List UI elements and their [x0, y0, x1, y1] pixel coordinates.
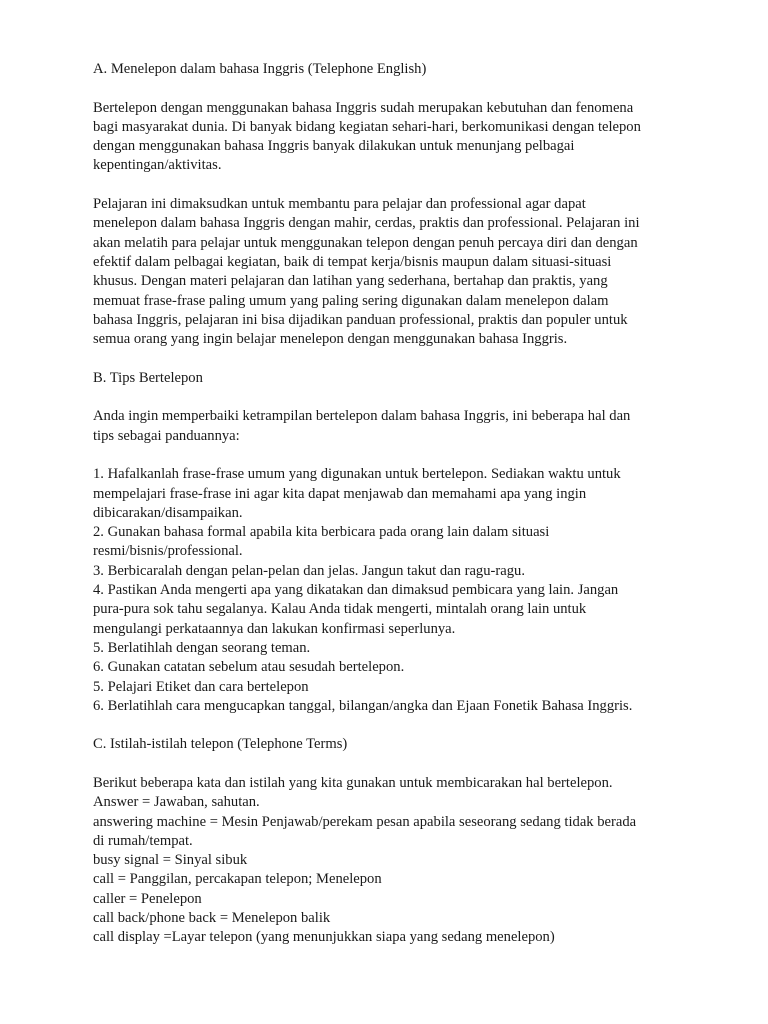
section-b-intro-line: Anda ingin memperbaiki ketrampilan bertelepon dalam bahasa Inggris, ini beberapa hal dan: [93, 408, 631, 425]
document-body: [93, 60, 683, 948]
tip-line: 4. Pastikan Anda mengerti apa yang dikatakan dan dimaksud pembicara yang lain. Jangan: [93, 582, 619, 599]
tip-line: 6. Gunakan catatan sebelum atau sesudah bertelepon.: [93, 659, 405, 676]
tip-line: 5. Berlatihlah dengan seorang teman.: [93, 639, 311, 656]
term-line: Berikut beberapa kata dan istilah yang kita gunakan untuk membicarakan hal bertelepon.: [93, 774, 613, 791]
paragraph-gap: [93, 176, 683, 195]
section-a-paragraph-2-line: memuat frase-frase paling umum yang paling sering digunakan dalam menelepon dalam: [93, 292, 609, 309]
paragraph-gap: [93, 349, 683, 368]
section-a-paragraph-2-line: efektif dalam pelbagai kegiatan, baik di tempat kerja/bisnis maupun dalam situasi-situasi: [93, 253, 612, 270]
section-a-paragraph-1-line: Bertelepon dengan menggunakan bahasa Inggris sudah merupakan kebutuhan dan fenomena: [93, 99, 634, 116]
tip-line: dibicarakan/disampaikan.: [93, 504, 243, 521]
section-b-intro-line: tips sebagai panduannya:: [93, 427, 240, 444]
term-line: Answer = Jawaban, sahutan.: [93, 794, 260, 811]
tip-line: mempelajari frase-frase ini agar kita dapat menjawab dan memahami apa yang ingin: [93, 485, 587, 502]
section-a-paragraph-2-line: semua orang yang ingin belajar menelepon dengan menggunakan bahasa Inggris.: [93, 331, 568, 348]
tip-line: pura-pura sok tahu segalanya. Kalau Anda tidak mengerti, mintalah orang lain untuk: [93, 601, 587, 618]
section-a-heading: A. Menelepon dalam bahasa Inggris (Telephone English): [93, 61, 427, 77]
paragraph-gap: [93, 716, 683, 735]
tip-line: 1. Hafalkanlah frase-frase umum yang digunakan untuk bertelepon. Sediakan waktu untuk: [93, 466, 621, 483]
term-line: caller = Penelepon: [93, 890, 202, 907]
section-a-paragraph-2-line: khusus. Dengan materi pelajaran dan latihan yang sederhana, bertahap dan praktis, yang: [93, 273, 608, 290]
term-line: busy signal = Sinyal sibuk: [93, 852, 248, 869]
section-a-paragraph-2-line: bahasa Inggris, pelajaran ini bisa dijadikan panduan professional, praktis dan populer untuk: [93, 311, 628, 328]
paragraph-gap: [93, 755, 683, 774]
section-b-heading: B. Tips Bertelepon: [93, 369, 203, 386]
paragraph-gap: [93, 79, 683, 98]
tip-line: resmi/bisnis/professional.: [93, 543, 243, 560]
tip-line: 3. Berbicaralah dengan pelan-pelan dan jelas. Jangun takut dan ragu-ragu.: [93, 562, 525, 579]
paragraph-gap: [93, 446, 683, 465]
section-a-paragraph-1-line: bagi masyarakat dunia. Di banyak bidang kegiatan sehari-hari, berkomunikasi dengan telepon: [93, 118, 641, 135]
tip-line: mengulangi perkataannya dan lakukan konfirmasi seperlunya.: [93, 620, 456, 637]
section-a-paragraph-1-line: kepentingan/aktivitas.: [93, 157, 222, 174]
section-c-heading: C. Istilah-istilah telepon (Telephone Terms): [93, 736, 348, 753]
term-line: answering machine = Mesin Penjawab/perekam pesan apabila seseorang sedang tidak berada: [93, 813, 637, 830]
section-a-paragraph-2-line: akan melatih para pelajar untuk menggunakan telepon dengan penuh percaya diri dan dengan: [93, 234, 638, 251]
term-line: call back/phone back = Menelepon balik: [93, 910, 331, 927]
section-a-paragraph-2-line: Pelajaran ini dimaksudkan untuk membantu para pelajar dan professional agar dapat: [93, 196, 586, 213]
paragraph-gap: [93, 388, 683, 407]
tip-line: 2. Gunakan bahasa formal apabila kita berbicara pada orang lain dalam situasi: [93, 524, 550, 541]
tip-line: 5. Pelajari Etiket dan cara bertelepon: [93, 678, 309, 695]
tip-line: 6. Berlatihlah cara mengucapkan tanggal, bilangan/angka dan Ejaan Fonetik Bahasa Inggris.: [93, 697, 633, 714]
section-a-paragraph-1-line: dengan menggunakan bahasa Inggris banyak dilakukan untuk menunjang pelbagai: [93, 138, 575, 155]
section-a-paragraph-2-line: menelepon dalam bahasa Inggris dengan mahir, cerdas, praktis dan professional. Pelajaran ini: [93, 215, 640, 232]
term-line: call = Panggilan, percakapan telepon; Menelepon: [93, 871, 382, 888]
term-line: di rumah/tempat.: [93, 832, 193, 849]
term-line: call display =Layar telepon (yang menunjukkan siapa yang sedang menelepon): [93, 929, 555, 946]
